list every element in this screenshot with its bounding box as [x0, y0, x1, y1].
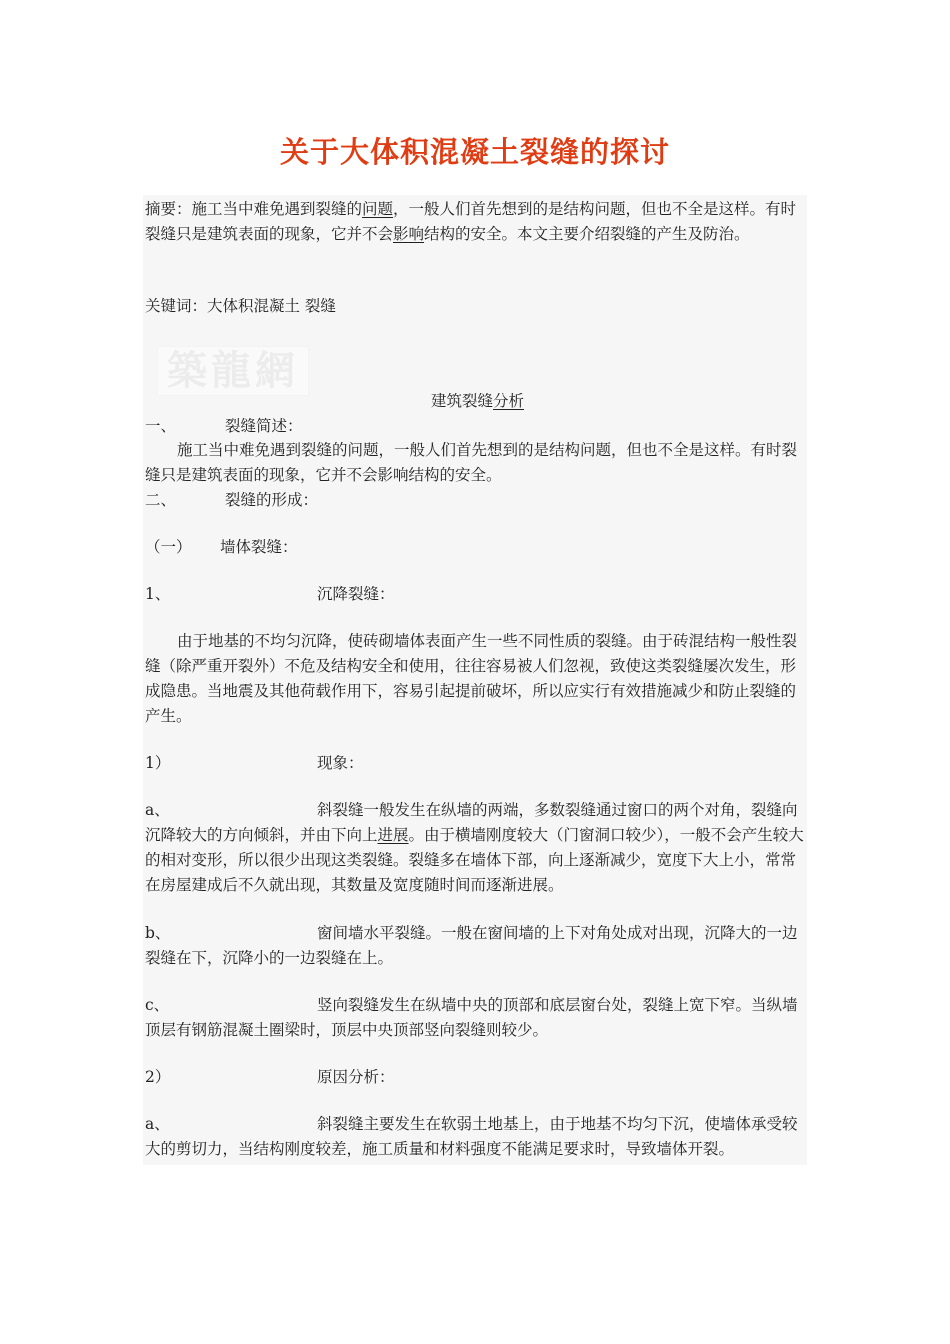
cause-analysis-a-text: 斜裂缝主要发生在软弱土地基上，由于地基不均匀下沉，使墙体承受较大的剪切力，当结构刚度较差，施工质量和材料强度不能满足要求时，导致墙体开裂。 [145, 1115, 798, 1158]
section-one-number: 一、 [145, 417, 177, 435]
cause-analysis-label: 原因分析： [317, 1068, 395, 1086]
phenomenon-b-text: 窗间墙水平裂缝。一般在窗间墙的上下对角处成对出现，沉降大的一边裂缝在下，沉降小的一边裂缝在上。 [145, 924, 798, 967]
phenomenon-c-number: c、 [145, 996, 170, 1014]
phenomenon-a-text-post: 。由于横墙刚度较大（门窗洞口较少），一般不会产生较大的相对变形，所以很少出现这类裂缝。裂缝多在墙体下部，向上逐渐减少，宽度下大上小，常常在房屋建成后不久就出现，其数量及宽度随时间而逐渐进展。 [145, 826, 804, 894]
cause-analysis-number: 2） [145, 1068, 171, 1086]
cause-analysis-a [145, 1112, 810, 1162]
abstract-mid: ，一般人们首先想到的是结构问题，但也不全是这样。有时裂缝只是建筑表面的现象，它并不会 [145, 200, 797, 243]
abstract-prefix: 摘要：施工当中难免遇到裂缝的 [145, 200, 363, 218]
watermark-logo: 築龍網 [157, 346, 309, 396]
section-heading [145, 389, 810, 414]
item-label: 沉降裂缝： [317, 585, 395, 603]
item-number: 1、 [145, 585, 171, 603]
section-one-label: 裂缝简述： [225, 417, 303, 435]
section-one-text: 施工当中难免遇到裂缝的问题，一般人们首先想到的是结构问题，但也不全是这样。有时裂缝只是建筑表面的现象，它并不会影响结构的安全。 [145, 441, 798, 484]
settlement-cracks-text: 由于地基的不均匀沉降，使砖砌墙体表面产生一些不同性质的裂缝。由于砖混结构一般性裂缝（除严重开裂外）不危及结构安全和使用，往往容易被人们忽视，致使这类裂缝屡次发生，形成隐患。当地震及其他荷载作用下，容易引起提前破坏，所以应实行有效措施减少和防止裂缝的产生。 [145, 632, 798, 725]
section-heading-link[interactable]: 分析 [493, 392, 525, 410]
abstract-link-problem[interactable]: 问题 [362, 200, 394, 218]
phenomenon-a-number: a、 [145, 801, 170, 819]
phenomenon-c-text: 竖向裂缝发生在纵墙中央的顶部和底层窗台处，裂缝上宽下窄。当纵墙顶层有钢筋混凝土圈梁时，顶层中央顶部竖向裂缝则较少。 [145, 996, 798, 1039]
phenomenon-a-text-pre: 斜裂缝一般发生在纵墙的两端，多数裂缝通过窗口的两个对角，裂缝向沉降较大的方向倾斜，并由下向上 [145, 801, 798, 844]
abstract-paragraph [145, 197, 810, 247]
abstract-suffix: 结构的安全。本文主要介绍裂缝的产生及防治。 [424, 225, 750, 243]
subsection-label: 墙体裂缝： [220, 538, 298, 556]
phenomenon-a-link[interactable]: 进展 [377, 826, 409, 844]
subsection-number: （一） [145, 538, 192, 556]
section-two-label: 裂缝的形成： [225, 491, 319, 509]
cause-analysis-a-number: a、 [145, 1115, 170, 1133]
phenomenon-a [145, 798, 810, 898]
phenomenon-label: 现象： [317, 754, 364, 772]
phenomenon-b-number: b、 [145, 924, 171, 942]
keywords: 关键词：大体积混凝土 裂缝 [145, 297, 336, 315]
abstract-link-influence[interactable]: 影响 [393, 225, 425, 243]
phenomenon-number: 1） [145, 754, 171, 772]
section-heading-text: 建筑裂缝 [430, 392, 493, 410]
phenomenon-c [145, 993, 810, 1043]
phenomenon-b [145, 921, 810, 971]
section-two-number: 二、 [145, 491, 177, 509]
page-title: 关于大体积混凝土裂缝的探讨 [279, 135, 670, 169]
